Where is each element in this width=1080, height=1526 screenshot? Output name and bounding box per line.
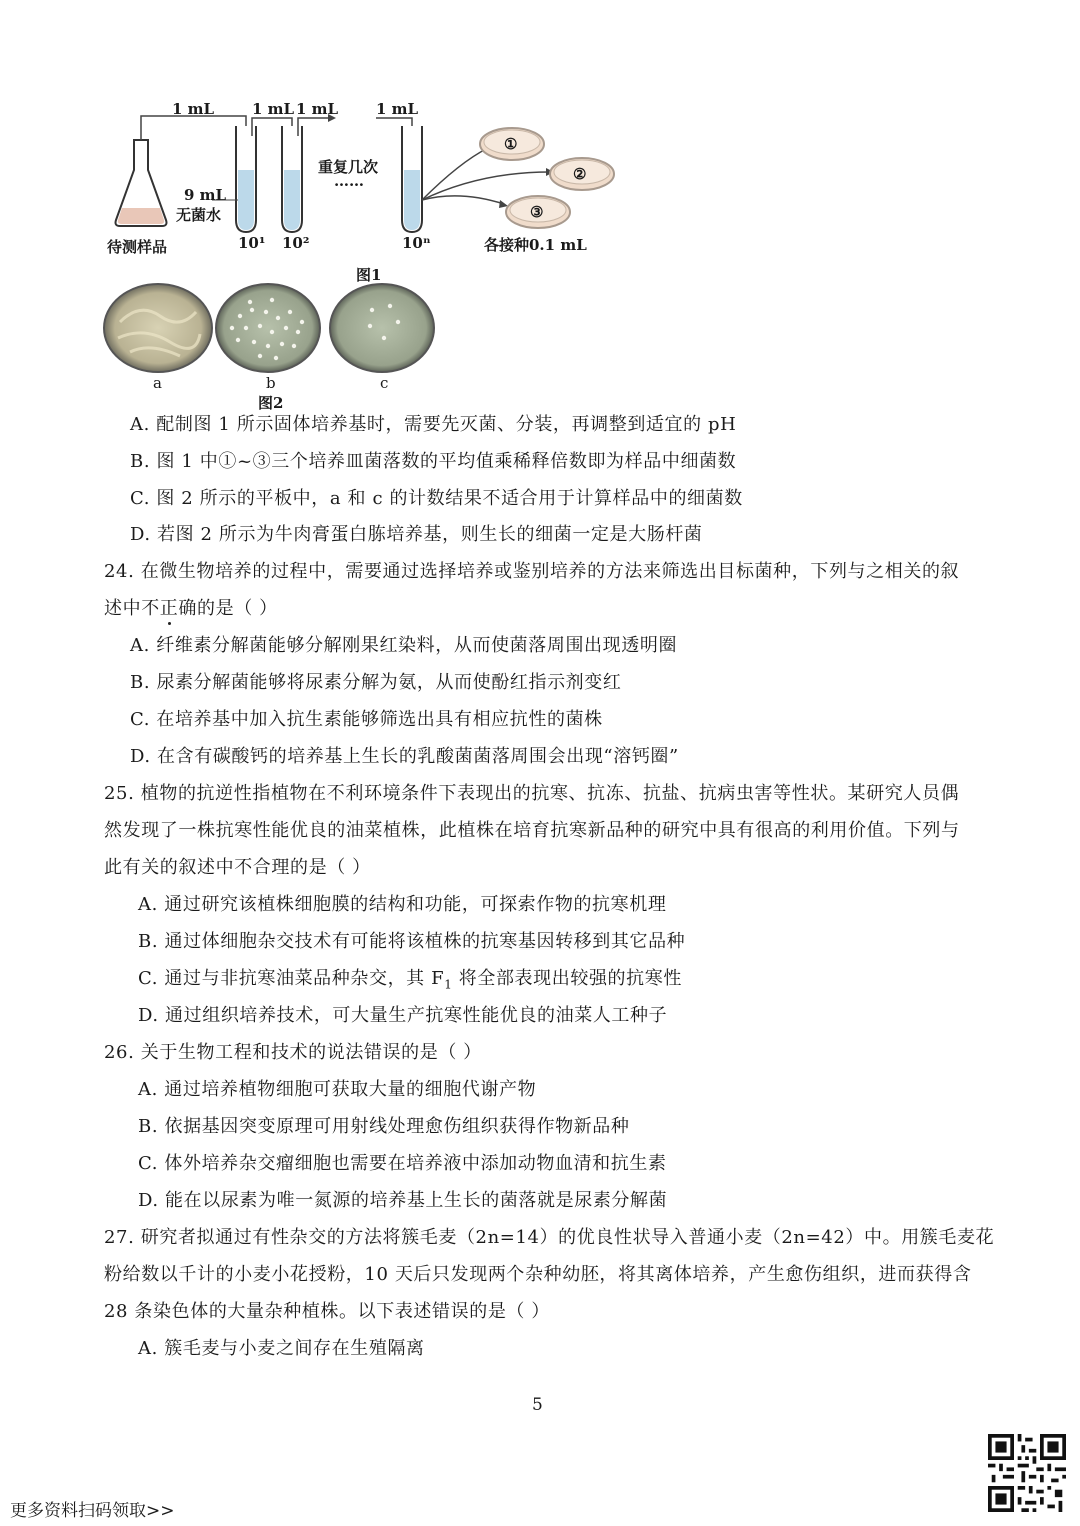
tube-label-2: 10² (282, 234, 310, 252)
q24-option-d: D. 在含有碳酸钙的培养基上生长的乳酸菌菌落周围会出现“溶钙圈” (130, 746, 679, 767)
figure-2-plates (100, 282, 440, 378)
qr-code-icon[interactable] (988, 1434, 1066, 1512)
q27-stem-line-3: 28 条染色体的大量杂种植株。以下表述错误的是（ ） (104, 1301, 550, 1322)
q27-stem-line-1: 27. 研究者拟通过有性杂交的方法将簇毛麦（2n=14）的优良性状导入普通小麦（2n=42）中。用簇毛麦花 (104, 1227, 995, 1248)
ellipsis-label: …… (334, 172, 364, 190)
q26-option-c: C. 体外培养杂交瘤细胞也需要在培养液中添加动物血清和抗生素 (138, 1153, 667, 1174)
tube-10-2 (282, 126, 302, 232)
q25-stem-line-2: 然发现了一株抗寒性能优良的油菜植株，此植株在培育抗寒新品种的研究中具有很高的利用价值。下列与 (104, 820, 960, 841)
q25-stem-line-3: 此有关的叙述中不合理的是（ ） (104, 857, 371, 878)
plate-label-c: c (380, 374, 389, 392)
q25-option-a: A. 通过研究该植株细胞膜的结构和功能，可探索作物的抗寒机理 (138, 894, 667, 915)
figure-2-caption: 图2 (258, 394, 284, 412)
plate-label-3: ③ (530, 203, 544, 221)
sample-flask (116, 140, 167, 226)
q27-option-a: A. 簇毛麦与小麦之间存在生殖隔离 (138, 1338, 425, 1359)
q26-stem: 26. 关于生物工程和技术的说法错误的是（ ） (104, 1042, 482, 1063)
water-volume-label: 9 mL (184, 186, 227, 204)
plate-label-1: ① (504, 135, 518, 153)
q26-option-b: B. 依据基因突变原理可用射线处理愈伤组织获得作物新品种 (138, 1116, 630, 1137)
figure-1-caption: 图1 (356, 266, 382, 284)
plate-a (104, 284, 212, 372)
footer-promo-text: 更多资料扫码领取>> (10, 1501, 175, 1521)
page-number: 5 (532, 1395, 543, 1415)
plate-label-b: b (266, 374, 276, 392)
q27-stem-line-2: 粉给数以千计的小麦小花授粉，10 天后只发现两个杂种幼胚，将其离体培养，产生愈伤组织，进而获得含 (104, 1264, 972, 1285)
q24-stem-line-2: 述中不正确的是（ ） (104, 598, 278, 619)
volume-label-2: 1 mL (252, 100, 295, 118)
q24-option-c: C. 在培养基中加入抗生素能够筛选出具有相应抗性的菌株 (130, 709, 603, 730)
q26-option-a: A. 通过培养植物细胞可获取大量的细胞代谢产物 (138, 1079, 537, 1100)
plate-b (216, 284, 320, 372)
volume-label-4: 1 mL (376, 100, 419, 118)
tube-label-1: 10¹ (238, 234, 266, 252)
tube-10-n (402, 126, 422, 232)
tube-10-1 (236, 126, 256, 232)
plate-label-2: ② (573, 165, 587, 183)
tube-label-n: 10ⁿ (402, 234, 431, 252)
q24-option-b: B. 尿素分解菌能够将尿素分解为氨，从而使酚红指示剂变红 (130, 672, 622, 693)
inoculate-label: 各接种0.1 mL (484, 236, 587, 254)
volume-label-3: 1 mL (296, 100, 339, 118)
q25-option-d: D. 通过组织培养技术，可大量生产抗寒性能优良的油菜人工种子 (138, 1005, 668, 1026)
q25-option-c: C. 通过与非抗寒油菜品种杂交，其 $F_1$ 将全部表现出较强的抗寒性 (138, 968, 682, 992)
plate-c (330, 284, 434, 372)
repeat-label: 重复几次 (318, 158, 379, 176)
plate-label-a: a (153, 374, 162, 392)
q25-option-b: B. 通过体细胞杂交技术有可能将该植株的抗寒基因转移到其它品种 (138, 931, 686, 952)
q24-option-a: A. 纤维素分解菌能够分解刚果红染料，从而使菌落周围出现透明圈 (130, 635, 678, 656)
q23-option-d: D. 若图 2 所示为牛肉膏蛋白胨培养基，则生长的细菌一定是大肠杆菌 (130, 524, 703, 545)
q23-option-c: C. 图 2 所示的平板中，a 和 c 的计数结果不适合用于计算样品中的细菌数 (130, 488, 743, 509)
q24-stem-line-1: 24. 在微生物培养的过程中，需要通过选择培养或鉴别培养的方法来筛选出目标菌种，下列与之相关的叙 (104, 561, 960, 582)
sample-label: 待测样品 (107, 238, 168, 256)
q25-stem-line-1: 25. 植物的抗逆性指植物在不利环境条件下表现出的抗寒、抗冻、抗盐、抗病虫害等性状。某研究人员偶 (104, 783, 960, 804)
q26-option-d: D. 能在以尿素为唯一氮源的培养基上生长的菌落就是尿素分解菌 (138, 1190, 668, 1211)
q24-emphasis: 不正确 (141, 598, 198, 619)
q23-option-b: B. 图 1 中①~③三个培养皿菌落数的平均值乘稀释倍数即为样品中细菌数 (130, 451, 737, 472)
q23-option-a: A. 配制图 1 所示固体培养基时，需要先灭菌、分装，再调整到适宜的 pH (130, 414, 737, 435)
sterile-water-label: 无菌水 (176, 206, 222, 224)
volume-label-1: 1 mL (172, 100, 215, 118)
